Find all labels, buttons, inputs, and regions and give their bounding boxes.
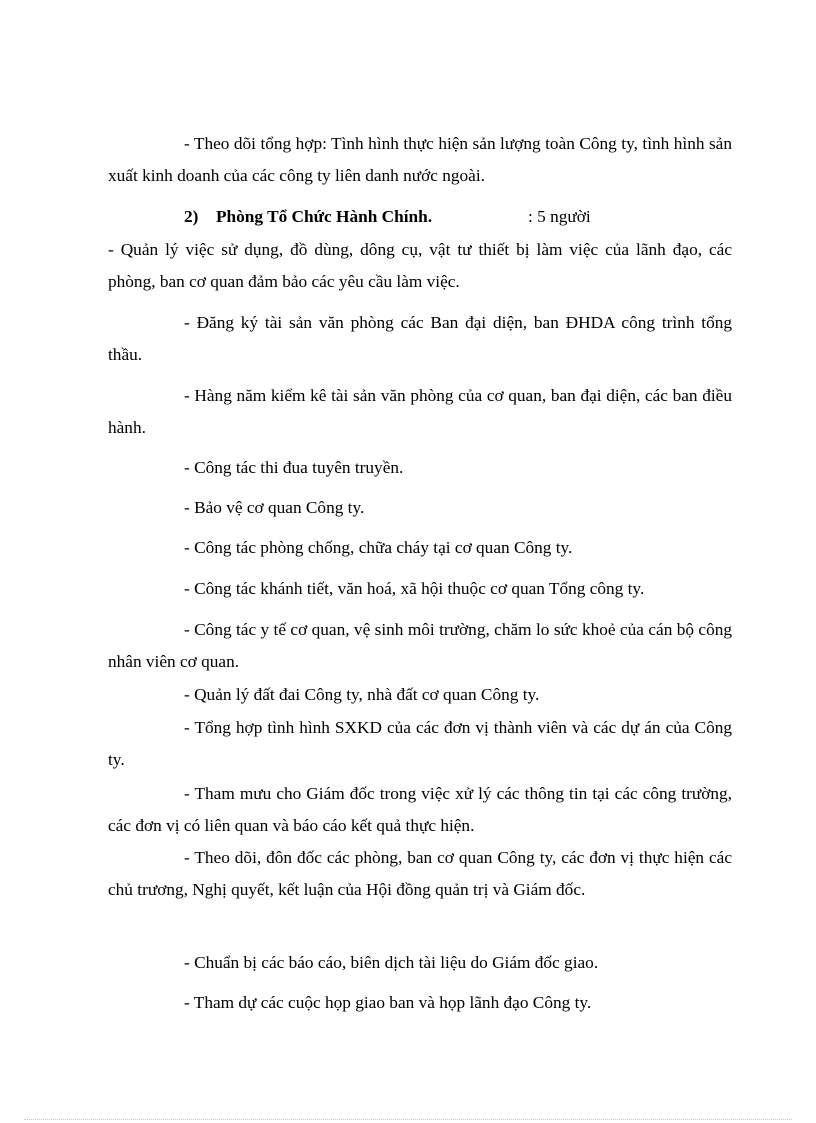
page-bottom-border (24, 1119, 792, 1120)
paragraph-reports: - Chuẩn bị các báo cáo, biên dịch tài liệu do Giám đốc giao. (184, 953, 599, 972)
paragraph-protocol: - Công tác khánh tiết, văn hoá, xã hội thuộc cơ quan Tổng công ty. (184, 579, 645, 598)
paragraph-fire-safety: - Công tác phòng chống, chữa cháy tại cơ quan Công ty. (184, 538, 573, 557)
section-heading (184, 201, 744, 233)
paragraph-land: - Quản lý đất đai Công ty, nhà đất cơ quan Công ty. (184, 685, 540, 704)
paragraph-follow-up: - Theo dõi tổng hợp: Tình hình thực hiện sản lượng toàn Công ty, tình hình sản xuất kinh doanh của các công ty liên danh nước ngoài. (108, 134, 732, 185)
paragraph-health: - Công tác y tế cơ quan, vệ sinh môi trường, chăm lo sức khoẻ của cán bộ công nhân viên cơ quan. (108, 620, 732, 671)
paragraph-monitoring: - Theo dõi, đôn đốc các phòng, ban cơ quan Công ty, các đơn vị thực hiện các chủ trương, Nghị quyết, kết luận của Hội đồng quản trị và Giám đốc. (108, 848, 732, 899)
section-title: Phòng Tổ Chức Hành Chính. (216, 207, 433, 226)
paragraph-summary: - Tổng hợp tình hình SXKD của các đơn vị thành viên và các dự án của Công ty. (108, 718, 732, 769)
paragraph-advisory: - Tham mưu cho Giám đốc trong việc xử lý các thông tin tại các công trường, các đơn vị có liên quan và báo cáo kết quả thực hiện. (108, 784, 732, 835)
paragraph-security: - Bảo vệ cơ quan Công ty. (184, 498, 365, 517)
section-number: 2) (184, 207, 199, 226)
paragraph-registration: - Đăng ký tài sản văn phòng các Ban đại diện, ban ĐHDA công trình tổng thầu. (108, 313, 732, 364)
section-staff-count: : 5 người (528, 207, 591, 226)
paragraph-inventory: - Hàng năm kiểm kê tài sản văn phòng của cơ quan, ban đại diện, các ban điều hành. (108, 386, 732, 437)
paragraph-meetings: - Tham dự các cuộc họp giao ban và họp lãnh đạo Công ty. (184, 993, 592, 1012)
paragraph-emulation: - Công tác thi đua tuyên truyền. (184, 458, 404, 477)
paragraph-management: - Quản lý việc sử dụng, đồ dùng, dông cụ, vật tư thiết bị làm việc của lãnh đạo, các phòng, ban cơ quan đảm bảo các yêu cầu làm việc. (108, 240, 732, 291)
